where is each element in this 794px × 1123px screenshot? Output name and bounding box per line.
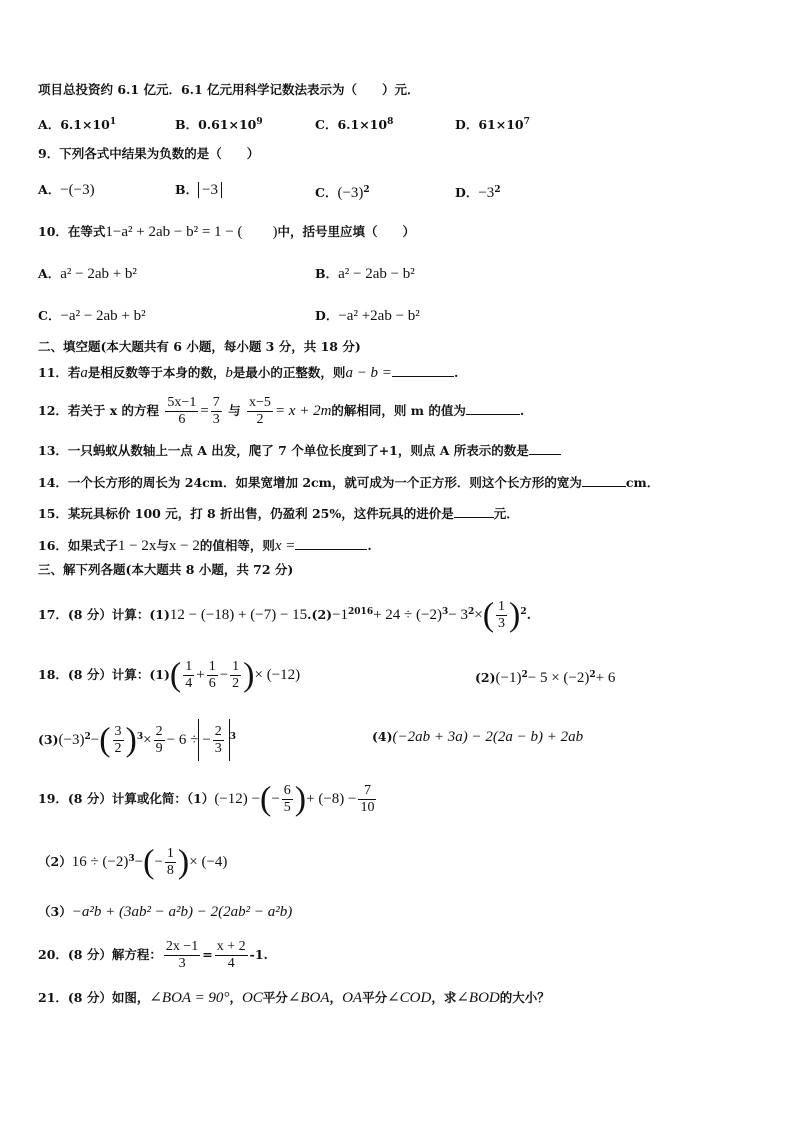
q13: 13．一只蚂蚁从数轴上一点 A 出发，爬了 7 个单位长度到了+1，则点 A 所表示的数是 (38, 442, 561, 459)
q13-answer-blank[interactable] (529, 442, 561, 455)
q16: 16．如果式子1 − 2x与x − 2的值相等，则x = . (38, 538, 372, 554)
q19-part2: $(2)16 \div (-2)^3-(-$ $\frac{1}{8}$ )× (−4) (38, 843, 228, 881)
q11-answer-blank[interactable] (392, 364, 454, 377)
q18-part4: (4)(−2ab + 3a) − 2(2a − b) + 2ab (372, 729, 584, 745)
q10-option-c: C．−a² − 2ab + b² (38, 308, 146, 324)
q18-part1: 18．(8 分）计算：(1)( $\frac{1}{4}$ + $\frac{1}{6}$ − $\frac{1}{2}$ )× (−12) (38, 656, 301, 694)
q15-answer-blank[interactable] (454, 505, 494, 518)
q10-option-d: D．−a² +2ab − b² (315, 308, 420, 324)
q10-option-a: A．a² − 2ab + b² (38, 266, 137, 282)
q10-option-b: B．a² − 2ab − b² (315, 266, 415, 282)
q12-answer-blank[interactable] (466, 402, 520, 415)
q15: 15．某玩具标价 100 元，打 8 折出售，仍盈利 25%，这件玩具的进价是 元． (38, 506, 519, 521)
q10-stem: 10．在等式1−a² + 2ab − b² = 1 − ( )中，括号里应填（ ） (38, 224, 416, 240)
section-3-heading: 三、解下列各题(本大题共 8 小题，共 72 分) (38, 562, 294, 577)
q8-option-a: A．$6.1\times 10^1$ (38, 117, 117, 133)
section-2-heading: 二、填空题(本大题共有 6 小题，每小题 3 分，共 18 分) (38, 339, 361, 354)
q14-answer-blank[interactable] (582, 474, 626, 487)
q18-part3: $(3)(-3)^2-$( $\frac{3}{2}$ )$^3$× $\frac{2}{9}$ − 6 ÷ − $\frac{2}{3}$ $^3$ (38, 716, 236, 761)
q8-option-c: C．$6.1\times 10^8$ (315, 117, 394, 133)
q8-option-d: D．$61\times 10^7$ (455, 117, 530, 133)
q18-part2: $(2)(-1)^2- 5 \times (-2)^2+ 6$ (475, 670, 616, 687)
q9-option-c: C．$(-3)^2$ (315, 185, 370, 202)
q19-part1: 19．(8 分）计算或化简：（1）(−12) −(− $\frac{6}{5}$ )+ (−8) − $\frac{7}{10}$ (38, 780, 375, 818)
q8-option-b: B．$0.61\times 10^9$ (175, 117, 263, 133)
q20: 20．(8 分）解方程： $\frac{2x -1}{3}$ = $\frac{x + 2}{4}$ -1. (38, 939, 268, 971)
q8-stem: 项目总投资约 6.1 亿元．6.1 亿元用科学记数法表示为（ ）元． (38, 82, 420, 97)
q9-option-d: D．$-3^2$ (455, 185, 501, 202)
q9-stem: 9．下列各式中结果为负数的是（ ） (38, 146, 260, 161)
q16-answer-blank[interactable] (295, 537, 367, 550)
q9-option-b: B． −3 (175, 182, 222, 198)
q12: 12．若关于 x 的方程 $\frac{5x-1}{6}$ = $\frac{7}{3}$ 与 $\frac{x-5}{2}$ = x + 2m的解相同，则 m 的值为 . (38, 395, 525, 427)
q19-part3: （3）−a²b + (3ab² − a²b) − 2(2ab² − a²b) (38, 904, 293, 920)
q11: 11．若a是相反数等于本身的数，b是最小的正整数，则a − b = . (38, 365, 459, 381)
q21: 21．(8 分）如图，∠BOA = 90°，OC平分∠BOA，OA平分∠COD，求∠BOD的大小？ (38, 990, 550, 1006)
q9-option-a: A．−(−3) (38, 182, 95, 198)
q17: 17．(8 分）计算：$(1)12 - (-18) + (-7) - 15.(2)-1^{2016}+ 24 \div (-2)^3- 3^2\times$( $\frac{1}{3}$ )$^2$. (38, 596, 531, 634)
q14: 14．一个长方形的周长为 24cm．如果宽增加 2cm，就可成为一个正方形．则这个长方形的宽为 cm． (38, 475, 660, 490)
